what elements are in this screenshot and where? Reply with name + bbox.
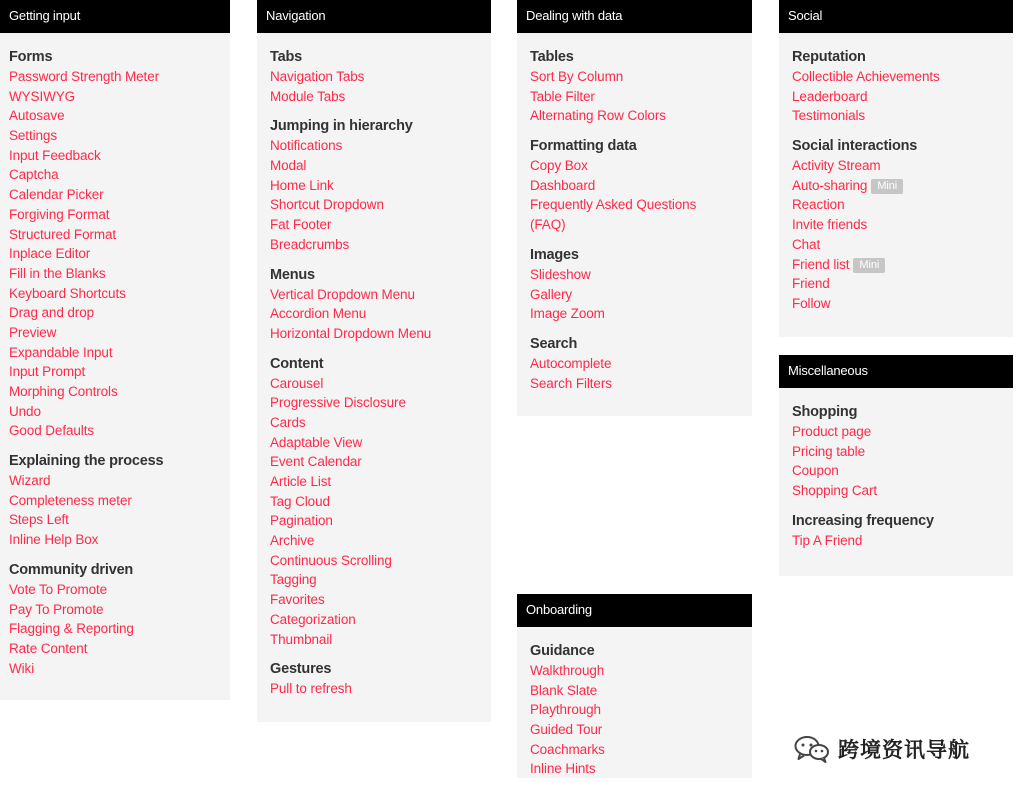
pattern-link-label: Keyboard Shortcuts [9, 285, 126, 301]
pattern-link-label: Continuous Scrolling [270, 552, 392, 568]
group-search [530, 334, 752, 393]
group-title: Images [530, 246, 579, 263]
pattern-link-label: Modal [270, 158, 307, 174]
wechat-icon [794, 735, 830, 763]
pattern-link-label: Categorization [270, 611, 356, 627]
pattern-link-blank-slate[interactable] [530, 681, 752, 701]
pattern-link-label: Inplace Editor [9, 246, 91, 262]
pattern-link-testimonials[interactable] [792, 106, 1013, 126]
pattern-link-pay-to-promote[interactable] [9, 600, 230, 620]
pattern-link-label: Reaction [792, 197, 845, 213]
pattern-link-label: Invite friends [792, 217, 868, 233]
panel-title: Getting input [0, 0, 230, 33]
pattern-link-label: Pagination [270, 513, 333, 529]
panel-body [517, 33, 752, 393]
pattern-link-label: Autosave [9, 108, 65, 124]
group-explaining-the-process [9, 451, 230, 550]
group-reputation [792, 47, 1013, 126]
pattern-link-captcha[interactable] [9, 165, 230, 185]
pattern-link-wysiwyg[interactable] [9, 87, 230, 107]
pattern-link-flagging-and-reporting[interactable] [9, 619, 230, 639]
pattern-link-categorization[interactable] [270, 610, 491, 630]
pattern-link-label: Sort By Column [530, 69, 624, 84]
pattern-link-label: Thumbnail [270, 631, 333, 647]
pattern-link-continuous-scrolling[interactable] [270, 551, 491, 571]
pattern-link-adaptable-view[interactable] [270, 433, 491, 453]
pattern-link-input-prompt[interactable] [9, 362, 230, 382]
pattern-link-sort-by-column[interactable] [530, 67, 752, 87]
pattern-link-label: Walkthrough [530, 663, 605, 678]
group-title: Community driven [9, 561, 134, 578]
group-menus [270, 265, 491, 344]
pattern-link-label: Module Tabs [270, 88, 346, 104]
pattern-link-inline-hints[interactable] [530, 759, 752, 778]
group-images [530, 245, 752, 324]
pattern-link-label: Tagging [270, 572, 317, 588]
pattern-link-frequently-asked-questions[interactable] [530, 195, 752, 215]
pattern-link-fat-footer[interactable] [270, 215, 491, 235]
pattern-link-vertical-dropdown-menu[interactable] [270, 285, 491, 305]
pattern-link-label: Frequently Asked Questions [530, 197, 697, 213]
pattern-link-label: Accordion Menu [270, 306, 367, 322]
pattern-link-label: Settings [9, 128, 57, 144]
pattern-link-label: Captcha [9, 167, 59, 183]
pattern-link-autocomplete[interactable] [530, 354, 752, 374]
pattern-link-coachmarks[interactable] [530, 740, 752, 760]
pattern-link-label: Playthrough [530, 702, 601, 718]
panel-social [779, 0, 1013, 337]
pattern-link-label: Friend [792, 276, 830, 292]
pattern-link-keyboard-shortcuts[interactable] [9, 284, 230, 304]
pattern-link-calendar-picker[interactable] [9, 185, 230, 205]
group-community-driven [9, 560, 230, 678]
panel-title: Navigation [257, 0, 491, 33]
panel-body [257, 33, 491, 699]
group-title: Formatting data [530, 138, 637, 155]
pattern-link-thumbnail[interactable] [270, 630, 491, 650]
pattern-link-label: Adaptable View [270, 434, 363, 450]
pattern-link-label: Follow [792, 295, 831, 311]
group-title: Explaining the process [9, 453, 164, 470]
pattern-link-friend[interactable] [792, 274, 1013, 294]
pattern-link-tagging[interactable] [270, 570, 491, 590]
pattern-link-event-calendar[interactable] [270, 452, 491, 472]
pattern-link-label: Calendar Picker [9, 187, 104, 203]
pattern-link-label: Good Defaults [9, 423, 94, 439]
pattern-link-label: Product page [792, 424, 872, 439]
panel-title: Social [779, 0, 1013, 33]
group-title: Search [530, 335, 578, 352]
group-formatting-data [530, 136, 752, 235]
pattern-link-label: Pricing table [792, 443, 865, 459]
group-shopping [792, 402, 1013, 501]
watermark-text: 跨境资讯导航 [838, 738, 970, 762]
group-forms [9, 47, 230, 441]
pattern-link-label: Alternating Row Colors [530, 108, 666, 124]
group-title: Guidance [530, 643, 595, 659]
pattern-link-article-list[interactable] [270, 472, 491, 492]
pattern-link-label: Copy Box [530, 158, 588, 174]
panel-title: Miscellaneous [779, 355, 1013, 388]
pattern-link-navigation-tabs[interactable] [270, 67, 491, 87]
pattern-link-inline-help-box[interactable] [9, 530, 230, 550]
pattern-link-pricing-table[interactable] [792, 442, 1013, 462]
pattern-link-table-filter[interactable] [530, 87, 752, 107]
pattern-link-alternating-row-colors[interactable] [530, 106, 752, 126]
pattern-link-forgiving-format[interactable] [9, 205, 230, 225]
pattern-link-good-defaults[interactable] [9, 421, 230, 441]
pattern-link-label: Flagging & Reporting [9, 621, 134, 637]
pattern-link-label: Wiki [9, 660, 35, 676]
pattern-link-shopping-cart[interactable] [792, 481, 1013, 501]
pattern-link-preview[interactable] [9, 323, 230, 343]
pattern-link-undo[interactable] [9, 402, 230, 422]
pattern-link-label: Event Calendar [270, 454, 362, 470]
group-title: Tabs [270, 49, 302, 65]
pattern-link-label: Image Zoom [530, 306, 605, 322]
pattern-link-label: Gallery [530, 286, 573, 302]
pattern-link-label: WYSIWYG [9, 88, 76, 104]
pattern-link-label: Shopping Cart [792, 483, 878, 499]
pattern-link-follow[interactable] [792, 294, 1013, 314]
pattern-link-label: Password Strength Meter [9, 69, 160, 84]
group-title: Content [270, 355, 324, 372]
panel-body [779, 388, 1013, 550]
pattern-link-fill-in-the-blanks[interactable] [9, 264, 230, 284]
pattern-link-label: Rate Content [9, 640, 88, 656]
mini-badge: Mini [853, 258, 885, 273]
pattern-link-label: Breadcrumbs [270, 236, 350, 252]
pattern-link-copy-box[interactable] [530, 156, 752, 176]
panel-body [517, 627, 752, 778]
pattern-link-label: Coupon [792, 463, 839, 479]
pattern-link-label: Fill in the Blanks [9, 265, 106, 281]
pattern-link-activity-stream[interactable] [792, 156, 1013, 176]
group-title: Reputation [792, 49, 866, 65]
pattern-link-breadcrumbs[interactable] [270, 235, 491, 255]
panel-title: Dealing with data [517, 0, 752, 33]
pattern-link-home-link[interactable] [270, 176, 491, 196]
pattern-link-module-tabs[interactable] [270, 87, 491, 107]
pattern-link-image-zoom[interactable] [530, 304, 752, 324]
pattern-link-friend-list[interactable] [792, 255, 1013, 275]
pattern-link-label: Drag and drop [9, 305, 95, 321]
pattern-link-label: Tag Cloud [270, 493, 330, 509]
pattern-link-notifications[interactable] [270, 136, 491, 156]
pattern-link-coupon[interactable] [792, 461, 1013, 481]
pattern-link-input-feedback[interactable] [9, 146, 230, 166]
pattern-link-label: Leaderboard [792, 88, 868, 104]
pattern-link-shortcut-dropdown[interactable] [270, 195, 491, 215]
pattern-link-completeness-meter[interactable] [9, 491, 230, 511]
pattern-link-label: Blank Slate [530, 682, 598, 698]
pattern-link-archive[interactable] [270, 531, 491, 551]
panel-title: Onboarding [517, 594, 752, 627]
pattern-link-structured-format[interactable] [9, 225, 230, 245]
group-content [270, 354, 491, 650]
pattern-link-rate-content[interactable] [9, 639, 230, 659]
pattern-link-expandable-input[interactable] [9, 343, 230, 363]
group-jumping-in-hierarchy [270, 116, 491, 254]
pattern-link-collectible-achievements[interactable] [792, 67, 1013, 87]
pattern-link-reaction[interactable] [792, 195, 1013, 215]
pattern-link-faq[interactable] [530, 215, 752, 235]
panel-body [779, 33, 1013, 314]
pattern-link-label: Pull to refresh [270, 681, 352, 697]
panel-body [0, 33, 230, 678]
pattern-link-label: Article List [270, 474, 332, 489]
pattern-link-label: Search Filters [530, 375, 612, 391]
pattern-link-vote-to-promote[interactable] [9, 580, 230, 600]
pattern-link-tag-cloud[interactable] [270, 492, 491, 512]
pattern-link-label: Notifications [270, 138, 343, 154]
group-increasing-frequency [792, 511, 1013, 551]
pattern-link-label: Forgiving Format [9, 206, 110, 222]
panel-onboarding [517, 594, 752, 778]
mini-badge: Mini [871, 179, 903, 194]
panel-navigation [257, 0, 491, 722]
pattern-link-label: Chat [792, 236, 821, 252]
panel-getting-input [0, 0, 230, 700]
pattern-link-label: Shortcut Dropdown [270, 197, 384, 213]
pattern-link-horizontal-dropdown-menu[interactable] [270, 324, 491, 344]
pattern-link-label: Home Link [270, 177, 334, 193]
group-title: Tables [530, 49, 574, 65]
pattern-link-label: Guided Tour [530, 722, 603, 738]
watermark [794, 734, 970, 764]
pattern-link-wizard[interactable] [9, 471, 230, 491]
pattern-link-label: Steps Left [9, 512, 69, 528]
group-social-interactions [792, 136, 1013, 314]
pattern-link-password-strength-meter[interactable] [9, 67, 230, 87]
pattern-link-morphing-controls[interactable] [9, 382, 230, 402]
pattern-link-pagination[interactable] [270, 511, 491, 531]
pattern-link-guided-tour[interactable] [530, 720, 752, 740]
pattern-link-label: Vertical Dropdown Menu [270, 286, 415, 302]
pattern-link-label: Dashboard [530, 177, 596, 193]
group-title: Jumping in hierarchy [270, 118, 413, 135]
pattern-link-label: Pay To Promote [9, 601, 104, 617]
pattern-link-label: Collectible Achievements [792, 69, 940, 84]
pattern-link-inplace-editor[interactable] [9, 244, 230, 264]
pattern-link-label: Activity Stream [792, 158, 881, 174]
group-gestures [270, 659, 491, 699]
pattern-link-label: Preview [9, 324, 57, 340]
pattern-link-wiki[interactable] [9, 659, 230, 679]
pattern-link-gallery[interactable] [530, 285, 752, 305]
pattern-link-tip-a-friend[interactable] [792, 531, 1013, 551]
pattern-link-walkthrough[interactable] [530, 661, 752, 681]
pattern-link-settings[interactable] [9, 126, 230, 146]
group-title: Gestures [270, 661, 332, 678]
pattern-link-drag-and-drop[interactable] [9, 303, 230, 323]
group-title: Menus [270, 266, 315, 283]
pattern-link-chat[interactable] [792, 235, 1013, 255]
pattern-link-carousel[interactable] [270, 374, 491, 394]
pattern-link-invite-friends[interactable] [792, 215, 1013, 235]
pattern-link-label: Wizard [9, 473, 51, 489]
pattern-link-pull-to-refresh[interactable] [270, 679, 491, 699]
pattern-link-label: Coachmarks [530, 741, 605, 757]
pattern-link-label: Navigation Tabs [270, 69, 365, 84]
pattern-link-label: Tip A Friend [792, 532, 863, 548]
pattern-link-cards[interactable] [270, 413, 491, 433]
group-tables [530, 47, 752, 126]
pattern-link-playthrough[interactable] [530, 700, 752, 720]
pattern-link-label: (FAQ) [530, 217, 566, 233]
pattern-link-auto-sharing[interactable] [792, 176, 1013, 196]
pattern-link-label: Auto-sharing [792, 177, 868, 193]
group-guidance [530, 641, 752, 778]
pattern-link-label: Inline Hints [530, 761, 596, 777]
pattern-link-accordion-menu[interactable] [270, 304, 491, 324]
pattern-link-label: Friend list [792, 256, 850, 272]
pattern-link-progressive-disclosure[interactable] [270, 393, 491, 413]
pattern-link-label: Vote To Promote [9, 581, 108, 597]
pattern-link-steps-left[interactable] [9, 510, 230, 530]
pattern-link-label: Autocomplete [530, 355, 612, 371]
group-title: Forms [9, 49, 53, 65]
pattern-link-label: Horizontal Dropdown Menu [270, 325, 432, 341]
pattern-link-label: Testimonials [792, 108, 866, 124]
pattern-link-label: Progressive Disclosure [270, 395, 406, 411]
group-tabs [270, 47, 491, 106]
panel-miscellaneous [779, 355, 1013, 576]
pattern-link-label: Archive [270, 533, 315, 549]
pattern-link-label: Inline Help Box [9, 532, 99, 548]
pattern-link-modal[interactable] [270, 156, 491, 176]
pattern-link-slideshow[interactable] [530, 265, 752, 285]
pattern-link-label: Expandable Input [9, 344, 113, 360]
pattern-link-label: Morphing Controls [9, 384, 118, 399]
pattern-link-label: Cards [270, 414, 306, 430]
group-title: Social interactions [792, 138, 918, 155]
pattern-link-dashboard[interactable] [530, 176, 752, 196]
pattern-link-search-filters[interactable] [530, 374, 752, 394]
pattern-link-label: Favorites [270, 592, 325, 608]
pattern-link-label: Table Filter [530, 88, 595, 104]
pattern-link-leaderboard[interactable] [792, 87, 1013, 107]
panel-dealing-with-data [517, 0, 752, 416]
pattern-link-label: Slideshow [530, 266, 591, 282]
group-title: Increasing frequency [792, 512, 934, 529]
pattern-link-autosave[interactable] [9, 106, 230, 126]
pattern-link-label: Structured Format [9, 226, 117, 242]
pattern-link-label: Carousel [270, 375, 324, 391]
group-title: Shopping [792, 404, 858, 420]
pattern-link-label: Input Prompt [9, 364, 86, 380]
pattern-link-favorites[interactable] [270, 590, 491, 610]
pattern-link-label: Undo [9, 403, 41, 419]
pattern-link-product-page[interactable] [792, 422, 1013, 442]
pattern-link-label: Input Feedback [9, 147, 101, 163]
pattern-link-label: Completeness meter [9, 492, 132, 508]
pattern-link-label: Fat Footer [270, 217, 332, 233]
